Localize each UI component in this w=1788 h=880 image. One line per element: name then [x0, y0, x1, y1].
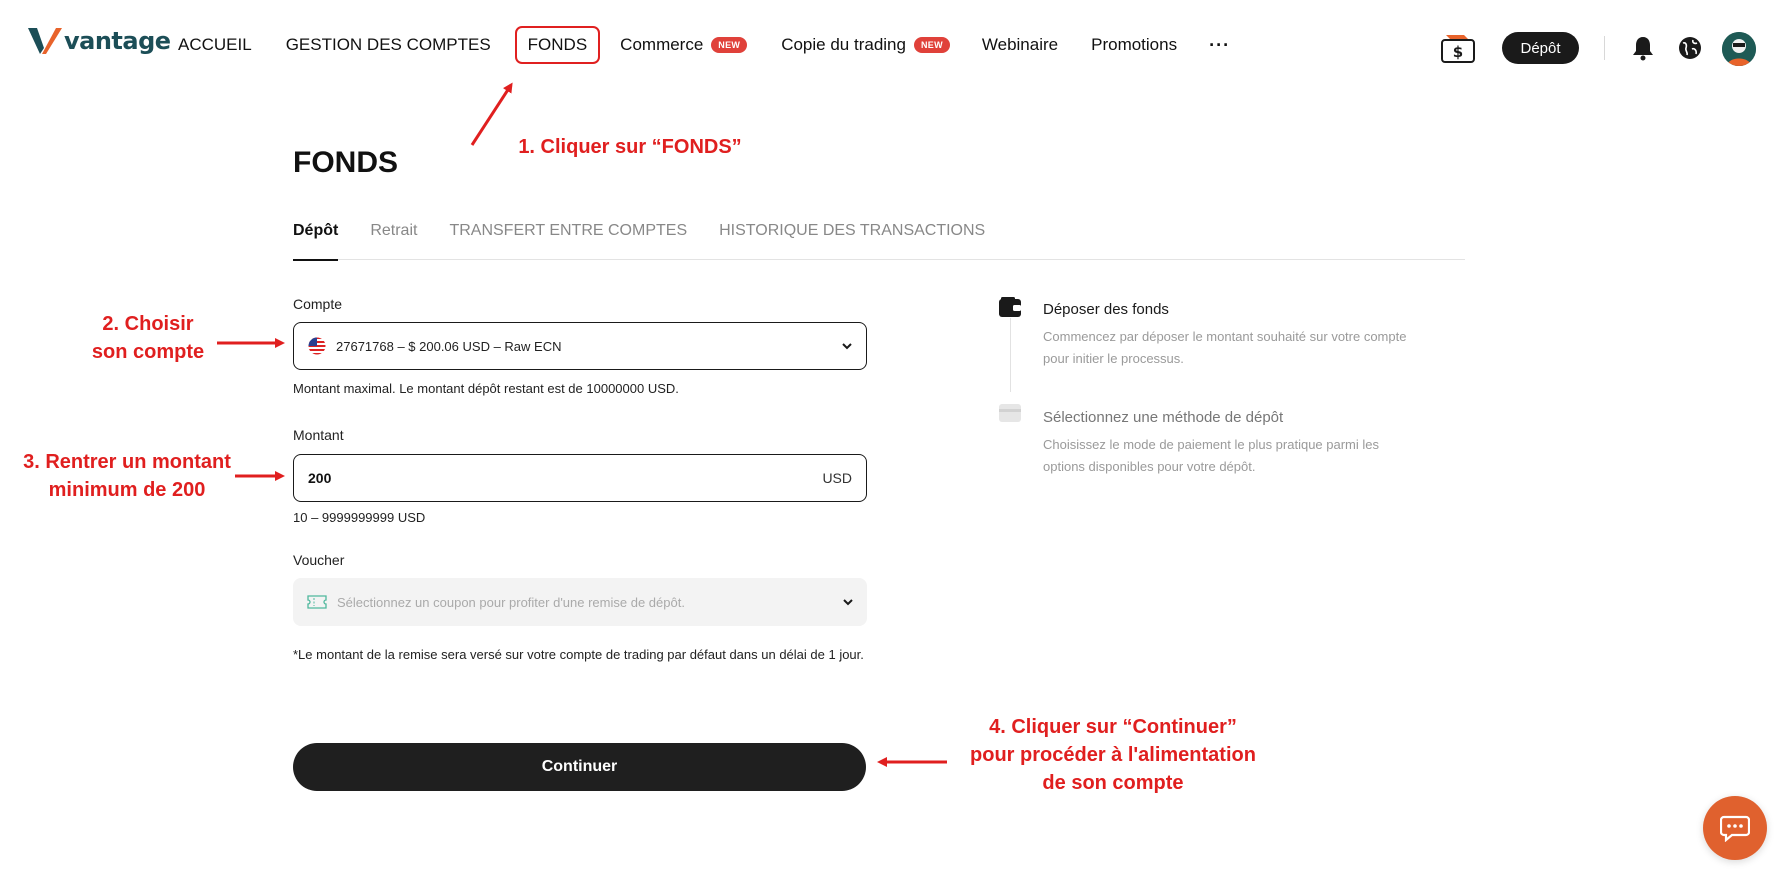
vantage-logo[interactable] [28, 26, 171, 56]
nav-item-promotions[interactable] [1091, 35, 1177, 55]
voucher-label: Voucher [293, 552, 345, 568]
chevron-down-icon [841, 595, 855, 609]
continue-button[interactable]: Continuer [293, 743, 866, 791]
annotation-4-line-1: 4. Cliquer sur “Continuer” [989, 716, 1237, 738]
account-value: 27671768 – $ 200.06 USD – Raw ECN [336, 338, 562, 354]
nav-item-commerce[interactable] [620, 35, 747, 55]
annotation-1: 1. Cliquer sur “FONDS” [518, 136, 742, 158]
account-hint: Montant maximal. Le montant dépôt restant est de 10000000 USD. [293, 381, 679, 396]
chat-button[interactable] [1703, 796, 1767, 860]
amount-currency: USD [822, 470, 852, 486]
step-1-title: Déposer des fonds [1043, 301, 1169, 318]
annotation-3-line-1: 3. Rentrer un montant [23, 451, 231, 473]
vantage-logo-mark [28, 26, 62, 56]
main-nav [178, 24, 1230, 66]
nav-item-copie-du-trading[interactable] [781, 35, 950, 55]
annotation-4-line-2: pour procéder à l'alimentation [970, 744, 1256, 766]
coupon-icon [307, 595, 327, 609]
nav-item-accueil[interactable] [178, 35, 252, 55]
header-divider [1604, 36, 1605, 60]
nav-label: ACCUEIL [178, 35, 252, 54]
nav-label: GESTION DES COMPTES [285, 35, 491, 54]
us-flag-icon [308, 337, 326, 355]
annotation-4-line-3: de son compte [1042, 772, 1184, 794]
dollar-ticket-icon[interactable] [1440, 33, 1476, 65]
tab-retrait[interactable]: Retrait [370, 222, 418, 239]
card-icon [998, 403, 1022, 423]
more-menu-icon[interactable]: ··· [1209, 34, 1231, 55]
voucher-placeholder: Sélectionnez un coupon pour profiter d'une remise de dépôt. [337, 594, 685, 610]
chat-icon [1720, 814, 1750, 842]
nav-label: FONDS [527, 35, 588, 54]
logo-text: vantage [64, 27, 171, 55]
step-connector [1010, 318, 1011, 392]
nav-item-gestion-des-comptes[interactable] [286, 35, 491, 55]
nav-label: Webinaire [981, 35, 1059, 54]
annotation-2-line-1: 2. Choisir [102, 313, 194, 335]
globe-icon[interactable] [1677, 35, 1703, 61]
rebate-note: *Le montant de la remise sera versé sur votre compte de trading par défaut dans un délai de 1 jour. [293, 647, 864, 662]
account-label: Compte [293, 296, 343, 312]
step-2-title: Sélectionnez une méthode de dépôt [1043, 409, 1284, 426]
account-select[interactable] [293, 322, 867, 370]
chevron-down-icon [840, 339, 854, 353]
svg-text:$: $ [1452, 43, 1464, 61]
amount-label: Montant [293, 427, 344, 443]
avatar[interactable] [1722, 32, 1756, 66]
amount-input[interactable] [293, 454, 867, 502]
tab-historique[interactable]: HISTORIQUE DES TRANSACTIONS [719, 222, 986, 239]
avatar-image [1722, 32, 1756, 66]
tab-transfert[interactable]: TRANSFERT ENTRE COMPTES [449, 222, 688, 239]
amount-range: 10 – 9999999999 USD [293, 510, 426, 525]
voucher-select[interactable] [293, 578, 867, 626]
page-title: FONDS [293, 146, 398, 179]
depot-button[interactable]: Dépôt [1502, 32, 1579, 64]
step-2-desc: Choisissez le mode de paiement le plus pratique parmi les options disponibles pour votre dépôt. [1043, 437, 1380, 474]
annotation-2-line-2: son compte [91, 341, 205, 363]
wallet-icon [998, 296, 1022, 318]
amount-value: 200 [308, 470, 332, 486]
bell-icon[interactable] [1632, 35, 1654, 61]
new-badge: NEW [914, 37, 950, 53]
annotation-3-line-2: minimum de 200 [48, 479, 206, 501]
new-badge: NEW [711, 37, 747, 53]
nav-label: Copie du trading [781, 35, 906, 54]
funds-tabs [293, 212, 1465, 260]
step-1-desc: Commencez par déposer le montant souhaité sur votre compte pour initier le processus. [1043, 329, 1407, 366]
tab-depot[interactable]: Dépôt [293, 212, 338, 260]
nav-item-fonds[interactable] [515, 26, 601, 64]
nav-item-webinaire[interactable] [982, 35, 1058, 55]
annotation-4 [950, 713, 1276, 797]
annotation-3 [14, 448, 240, 504]
nav-label: Commerce [620, 35, 704, 54]
nav-label: Promotions [1091, 35, 1178, 54]
annotation-2 [78, 310, 218, 366]
